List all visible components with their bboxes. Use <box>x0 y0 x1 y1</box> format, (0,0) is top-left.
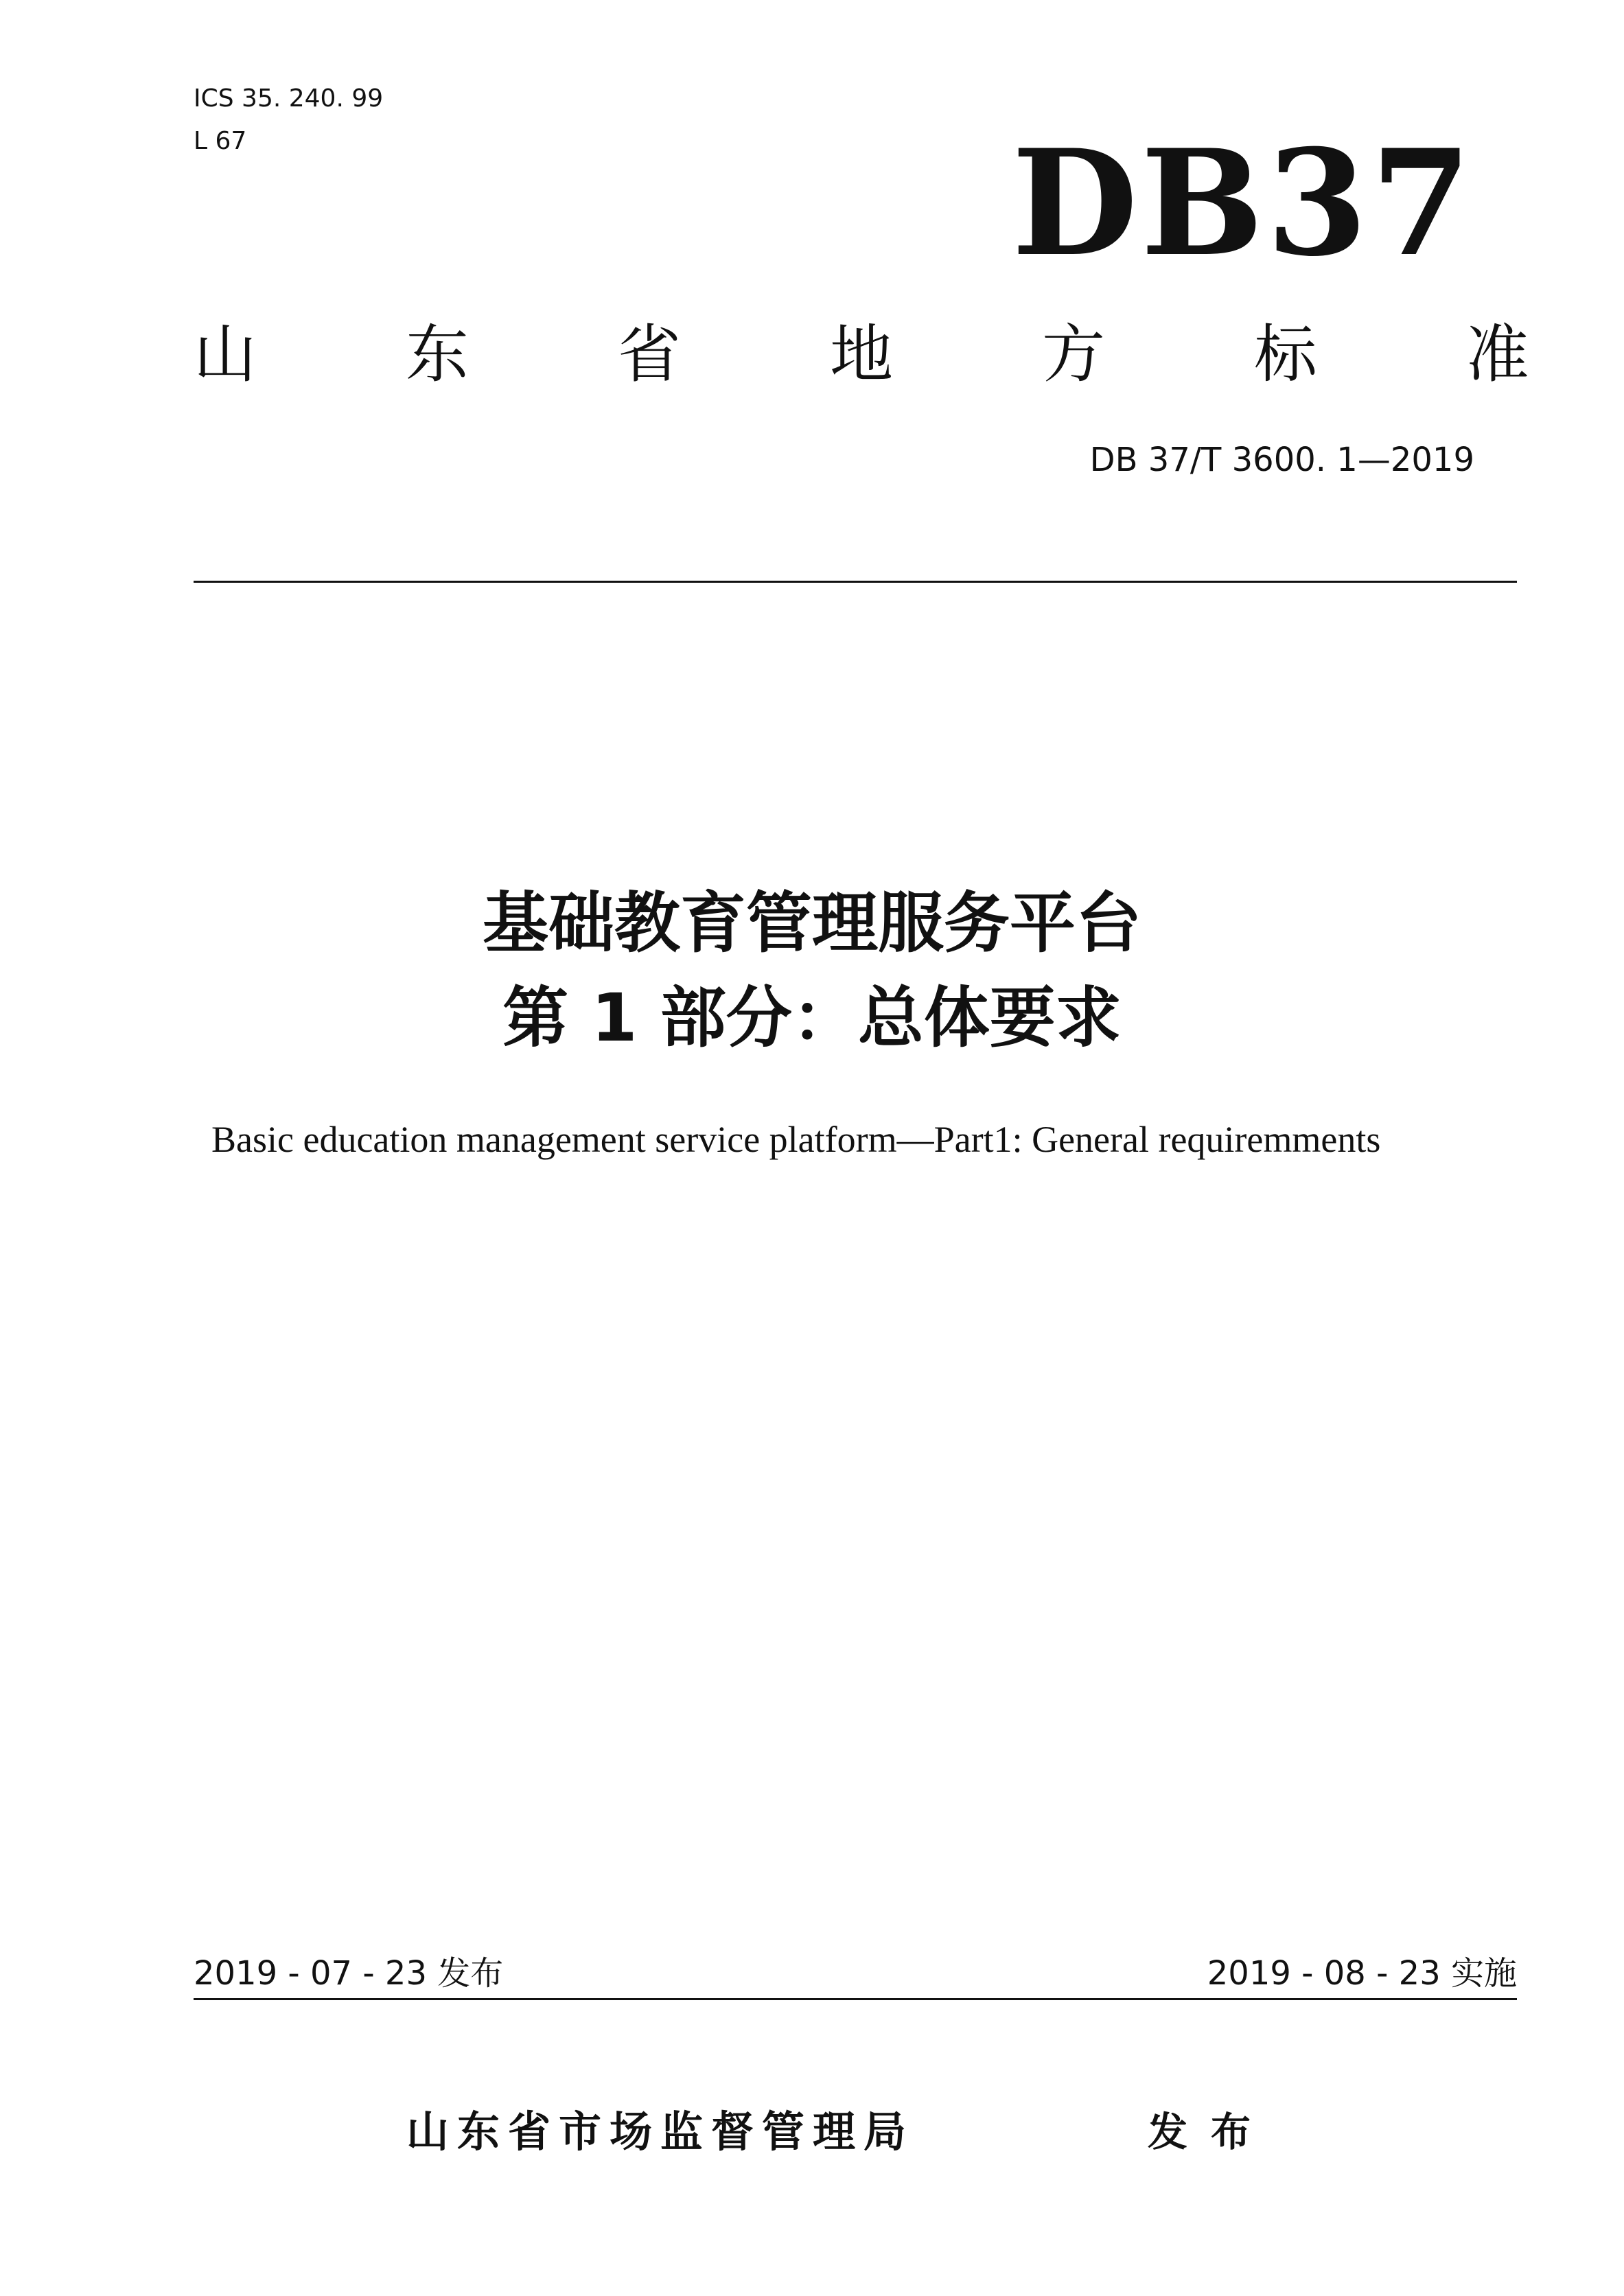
ccs-code: L 67 <box>194 127 247 155</box>
title-chinese-line-2: 第 1 部分：总体要求 <box>502 979 1122 1056</box>
top-divider <box>194 581 1517 583</box>
title-chinese-line-1: 基础教育管理服务平台 <box>483 885 1141 962</box>
effective-date: 2019 - 08 - 23 实施 <box>1207 1954 1517 1993</box>
standard-number: DB 37/T 3600. 1—2019 <box>1089 441 1474 479</box>
standard-type-char: 山 <box>194 318 257 391</box>
issue-label: 发布 <box>1148 2109 1275 2155</box>
standard-type-char: 准 <box>1465 318 1529 391</box>
ics-code: ICS 35. 240. 99 <box>194 84 384 113</box>
standard-type-char: 东 <box>405 318 469 391</box>
standard-logo: DB37 <box>1011 117 1474 288</box>
title-english: Basic education management service platform—Part1: General requiremments <box>211 1119 1381 1160</box>
standard-type-char: 地 <box>829 318 893 391</box>
standard-type-char: 标 <box>1253 318 1317 391</box>
standard-type-char: 方 <box>1041 318 1105 391</box>
bottom-divider <box>194 1998 1517 2000</box>
standard-type-char: 省 <box>617 318 681 391</box>
issuing-authority: 山东省市场监督管理局 <box>406 2107 915 2157</box>
standard-type-heading <box>194 317 1529 393</box>
publish-date: 2019 - 07 - 23 发布 <box>194 1954 504 1993</box>
